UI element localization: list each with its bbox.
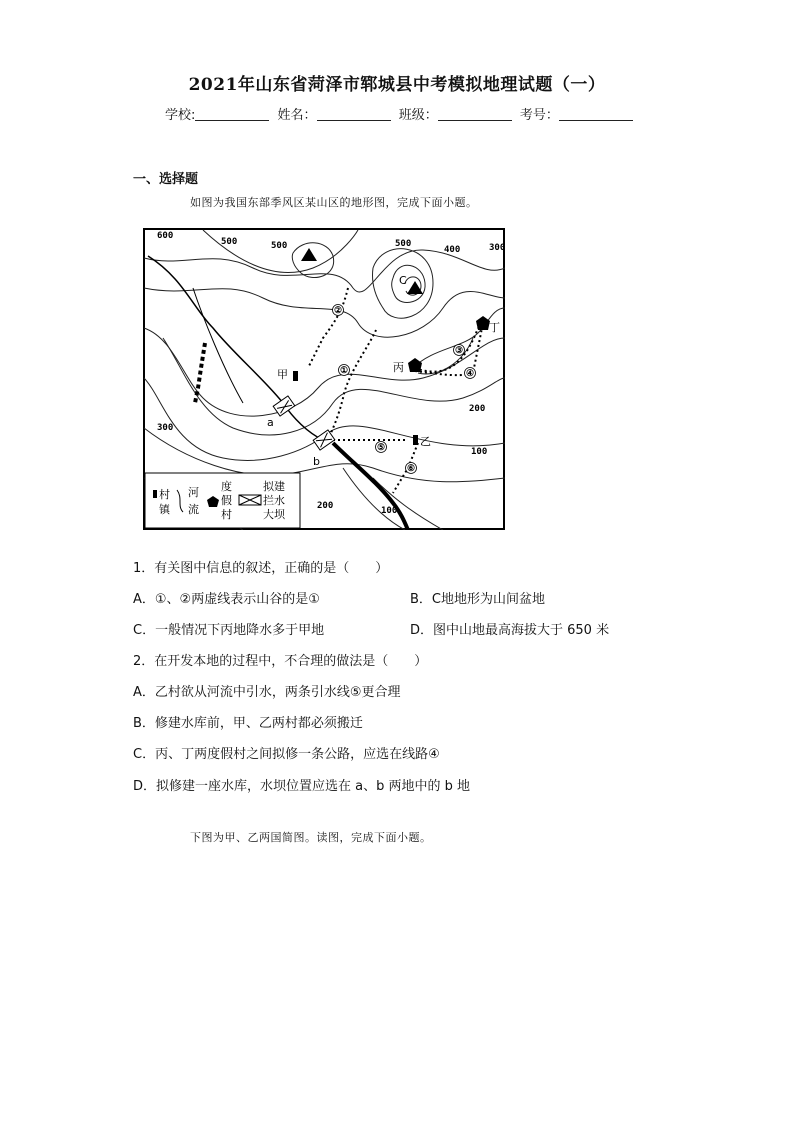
contour-label: 200: [469, 404, 486, 414]
legend-dam-1: 拟建: [263, 480, 285, 493]
point-label-ding: 丁: [489, 321, 500, 334]
question-1-option-d[interactable]: D．图中山地最高海拔大于 650 米: [410, 623, 610, 638]
point-label-yi: 乙: [420, 435, 431, 448]
exam-number-blank[interactable]: [559, 107, 633, 121]
route-label-4: ④: [465, 369, 475, 379]
point-label-b: b: [313, 455, 320, 468]
legend-resort-2: 假: [221, 494, 232, 507]
student-info-row: [165, 104, 637, 123]
question-1-option-c[interactable]: C．一般情况下丙地降水多于甲地: [133, 623, 325, 638]
question-2-stem: 2．在开发本地的过程中，不合理的做法是（ ）: [133, 654, 428, 669]
legend-dam-2: 拦水: [263, 494, 285, 507]
class-label: 班级：: [398, 108, 438, 123]
legend-river-1: 河: [188, 486, 199, 499]
village-jia-marker: [293, 371, 298, 381]
contour-label: 400: [444, 245, 461, 255]
contour-label: 500: [221, 237, 238, 247]
name-label: 姓名：: [277, 108, 317, 123]
question-2-option-c[interactable]: C．丙、丁两度假村之间拟修一条公路，应选在线路④: [133, 747, 440, 762]
school-label: 学校:: [165, 108, 196, 123]
route-label-6: ⑥: [406, 464, 416, 474]
legend-river-2: 流: [188, 503, 199, 516]
question-1-option-a[interactable]: A．①、②两虚线表示山谷的是①: [133, 592, 320, 607]
contour-label: 200: [317, 501, 334, 511]
question-1-stem: 1．有关图中信息的叙述，正确的是（ ）: [133, 561, 389, 576]
point-label-a: a: [267, 416, 274, 429]
route-label-2: ②: [333, 306, 343, 316]
map-legend: [145, 473, 300, 528]
contour-label: 300: [157, 423, 174, 433]
contour-label: 500: [271, 241, 288, 251]
question-2-option-a[interactable]: A．乙村欲从河流中引水，两条引水线⑤更合理: [133, 685, 401, 700]
contour-label: 500: [395, 239, 412, 249]
next-intro-text: 下图为甲、乙两国简图。读图，完成下面小题。: [190, 831, 432, 844]
legend-resort-3: 村: [221, 508, 232, 521]
legend-dam-3: 大坝: [263, 508, 285, 521]
route-label-5: ⑤: [376, 443, 386, 453]
question-2-option-d[interactable]: D．拟修建一座水库，水坝位置应选在 a、b 两地中的 b 地: [133, 779, 471, 794]
legend-village-2: 镇: [159, 503, 170, 516]
contour-label: 100: [381, 506, 398, 516]
legend-resort-1: 度: [221, 480, 232, 493]
point-label-c: C: [399, 274, 407, 287]
topographic-map: [143, 228, 505, 530]
route-label-3: ③: [454, 346, 464, 356]
question-2-option-b[interactable]: B．修建水库前，甲、乙两村都必须搬迁: [133, 716, 363, 731]
question-1-option-b[interactable]: B．C地地形为山间盆地: [410, 592, 545, 607]
contour-label: 100: [471, 447, 488, 457]
page-title: 2021年山东省菏泽市郓城县中考模拟地理试题（一）: [188, 75, 606, 95]
point-label-bing: 丙: [393, 361, 404, 374]
point-label-jia: 甲: [277, 368, 288, 381]
school-blank[interactable]: [195, 107, 269, 121]
contour-label: 300: [489, 243, 505, 253]
section-heading: 一、选择题: [133, 172, 199, 187]
name-blank[interactable]: [317, 107, 391, 121]
village-yi-marker: [413, 435, 418, 445]
contour-label: 600: [157, 231, 174, 241]
legend-village-1: 村: [159, 488, 170, 501]
class-blank[interactable]: [438, 107, 512, 121]
map-intro-text: 如图为我国东部季风区某山区的地形图，完成下面小题。: [190, 196, 478, 209]
exam-number-label: 考号：: [519, 108, 559, 123]
route-label-1: ①: [339, 366, 349, 376]
